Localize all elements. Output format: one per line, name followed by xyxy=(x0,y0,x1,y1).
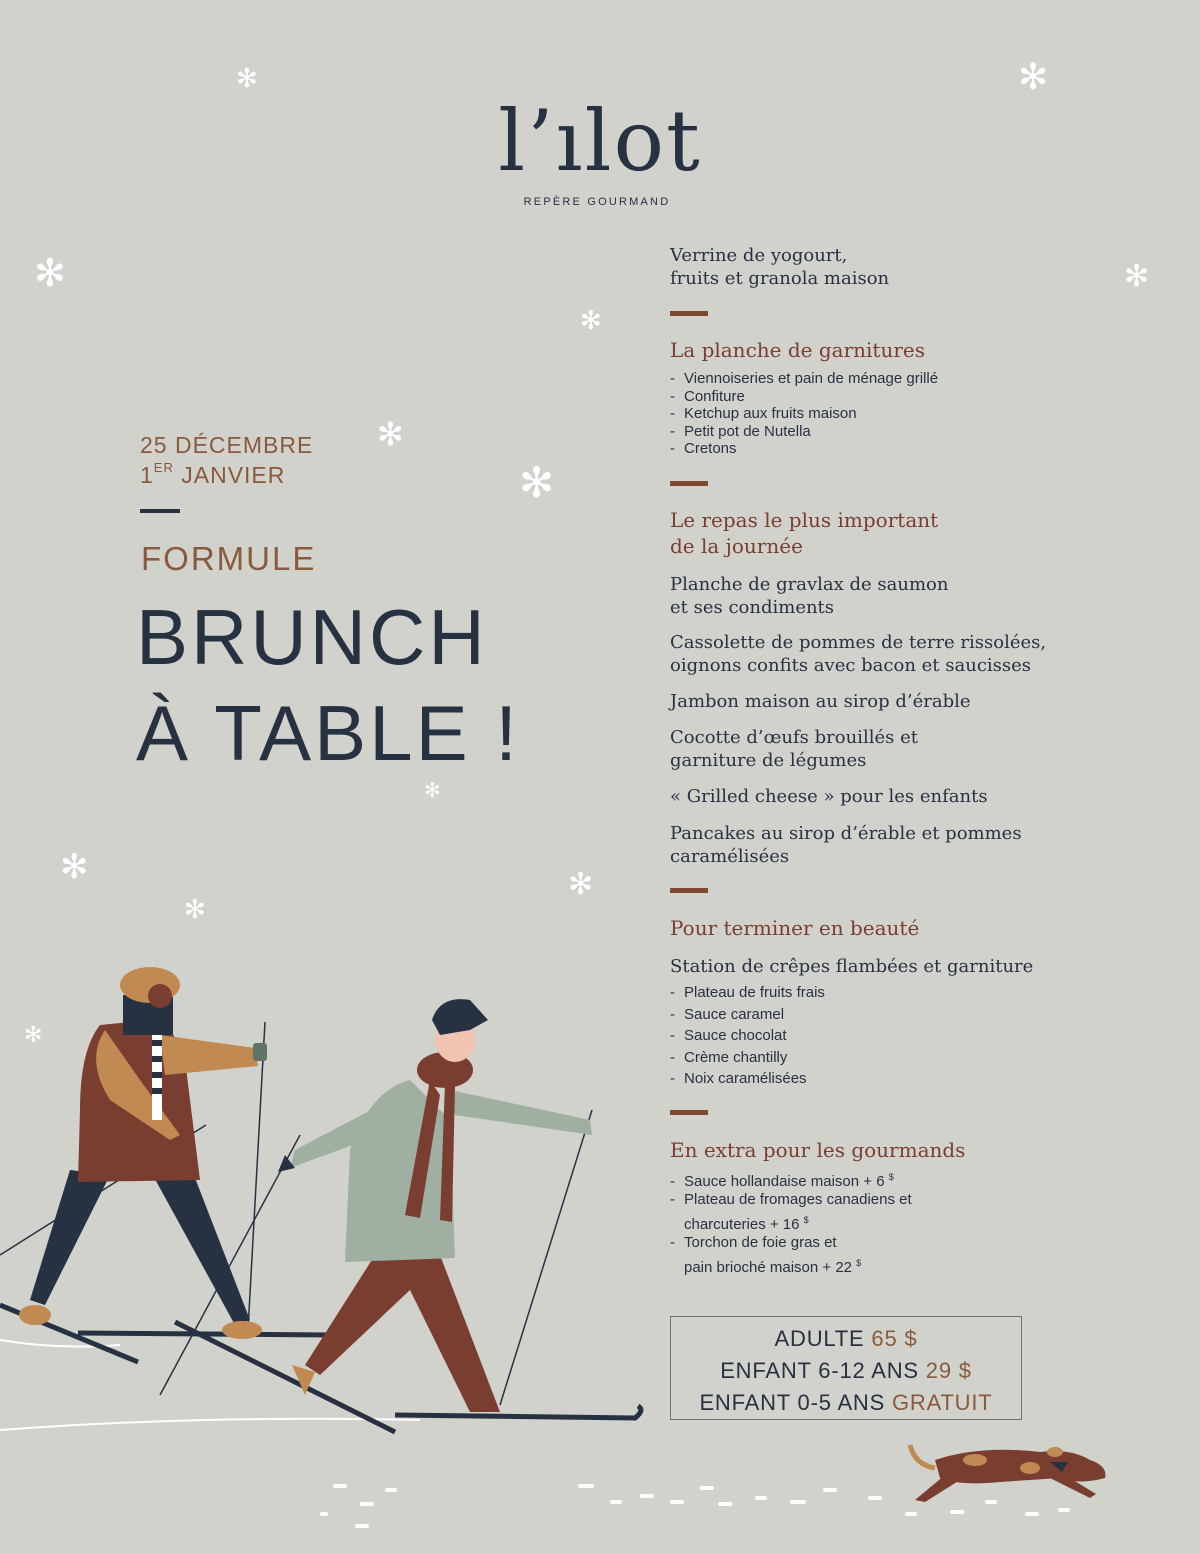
menu-dish: Pancakes au sirop d’érable et pommes caramélisées xyxy=(670,823,1022,867)
snowflake-icon: ✻ xyxy=(377,415,404,453)
menu-dish: Station de crêpes flambées et garniture xyxy=(670,956,1034,977)
divider xyxy=(140,509,180,513)
snowflake-icon: ✻ xyxy=(519,458,555,507)
page-title-line-2: À TABLE ! xyxy=(136,689,520,777)
menu-dish: Planche de gravlax de saumon et ses condiments xyxy=(670,574,949,618)
list-item: - Noix caramélisées xyxy=(670,1070,807,1087)
list-item: - Plateau de fruits frais xyxy=(670,984,825,1001)
snowflake-icon: ✻ xyxy=(568,867,594,902)
snowflake-icon: ✻ xyxy=(424,778,441,802)
list-item: - Plateau de fromages canadiens et xyxy=(670,1190,912,1208)
event-date-2: 1ER JANVIER xyxy=(140,460,286,488)
list-item: - Sauce chocolat xyxy=(670,1027,787,1044)
price-row-adult: ADULTE 65 $ xyxy=(774,1326,918,1351)
divider xyxy=(670,311,708,316)
list-item-continued: pain brioché maison + 22 $ xyxy=(684,1258,862,1276)
section-title: En extra pour les gourmands xyxy=(670,1138,966,1162)
price-box xyxy=(670,1316,1022,1420)
price-row-child: ENFANT 6-12 ANS 29 $ xyxy=(720,1358,972,1383)
list-item: - Crème chantilly xyxy=(670,1048,788,1066)
divider xyxy=(670,481,708,486)
section-title: Pour terminer en beauté xyxy=(670,916,920,940)
event-date-1: 25 DÉCEMBRE xyxy=(140,432,314,458)
menu-dish: Cassolette de pommes de terre rissolées, oignons confits avec bacon et saucisses xyxy=(670,632,1047,676)
list-item: - Torchon de foie gras et xyxy=(670,1233,837,1251)
menu-dish: Jambon maison au sirop d’érable xyxy=(670,691,971,712)
list-item: - Sauce caramel xyxy=(670,1005,785,1023)
snowflake-icon: ✻ xyxy=(580,306,602,336)
snowflake-icon: ✻ xyxy=(1124,259,1150,294)
menu-dish: « Grilled cheese » pour les enfants xyxy=(670,786,988,807)
divider xyxy=(670,1110,708,1115)
list-item: - Cretons xyxy=(670,440,737,457)
list-item: - Ketchup aux fruits maison xyxy=(670,405,857,422)
list-item: - Confiture xyxy=(670,387,745,405)
section-list xyxy=(670,368,1090,460)
menu-intro: Verrine de yogourt, fruits et granola maison xyxy=(670,245,890,289)
list-item-continued: charcuteries + 16 $ xyxy=(684,1215,809,1233)
price-row-toddler: ENFANT 0-5 ANS GRATUIT xyxy=(699,1390,993,1415)
list-item: - Viennoiseries et pain de ménage grillé xyxy=(670,370,939,387)
skiers-illustration xyxy=(0,960,660,1460)
list-item: - Sauce hollandaise maison + 6 $ xyxy=(670,1172,894,1190)
snowflake-icon: ✻ xyxy=(184,895,206,925)
list-item: - Petit pot de Nutella xyxy=(670,422,811,440)
snowflake-icon: ✻ xyxy=(34,251,66,295)
section-list xyxy=(670,982,1090,1090)
snowflake-icon: ✻ xyxy=(1018,57,1049,98)
dog-illustration xyxy=(900,1438,1115,1508)
page-title-line-1: BRUNCH xyxy=(136,593,488,681)
snowflake-icon: ✻ xyxy=(60,847,89,887)
snowflake-icon: ✻ xyxy=(24,1023,43,1048)
divider xyxy=(670,888,708,893)
section-title: Le repas le plus important de la journée xyxy=(670,508,939,558)
section-title: La planche de garnitures xyxy=(670,338,925,362)
formule-label: FORMULE xyxy=(141,540,317,577)
logo-tagline: REPÈRE GOURMAND xyxy=(523,196,671,208)
snowflake-icon: ✻ xyxy=(236,64,258,94)
menu-dish: Cocotte d’œufs brouillés et garniture de légumes xyxy=(670,727,918,771)
section-list xyxy=(670,1167,1090,1275)
logo-wordmark: l’ılot xyxy=(498,92,702,190)
